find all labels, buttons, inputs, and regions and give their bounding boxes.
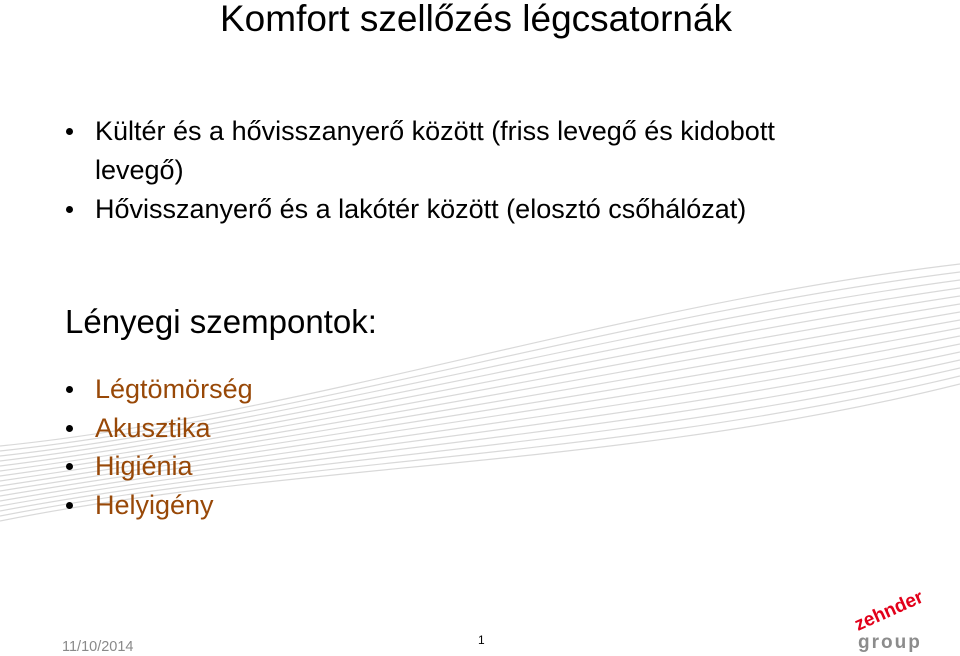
page-number: 1 (478, 633, 485, 647)
bullet-icon (66, 463, 73, 470)
aspect-text: Légtömörség (95, 374, 253, 404)
bullet-item (66, 112, 825, 190)
aspect-item (66, 486, 253, 525)
aspect-text: Helyigény (95, 489, 214, 520)
logo-subline: group (858, 632, 922, 653)
bullet-icon (66, 425, 73, 432)
bullet-text: Kültér és a hővisszanyerő között (friss levegő és kidobott levegő) (95, 116, 775, 185)
footer-date: 11/10/2014 (62, 639, 134, 655)
bullet-item (66, 190, 825, 229)
aspect-list (66, 370, 253, 524)
bullet-list (66, 112, 825, 229)
aspect-item (66, 447, 253, 486)
bullet-icon (66, 128, 73, 135)
aspect-item (66, 409, 253, 448)
zehnder-logo (850, 585, 936, 655)
bullet-icon (66, 502, 73, 509)
bullet-icon (66, 386, 73, 393)
aspect-text: Higiénia (95, 451, 193, 481)
subheading: Lényegi szempontok: (65, 303, 377, 340)
bullet-text: Hővisszanyerő és a lakótér között (elosztó csőhálózat) (95, 194, 747, 224)
slide-title: Komfort szellőzés légcsatornák (220, 0, 733, 39)
bullet-icon (66, 206, 73, 213)
aspect-item (66, 370, 253, 409)
aspect-text: Akusztika (95, 412, 211, 443)
logo-wordmark: zehnder (851, 586, 927, 636)
